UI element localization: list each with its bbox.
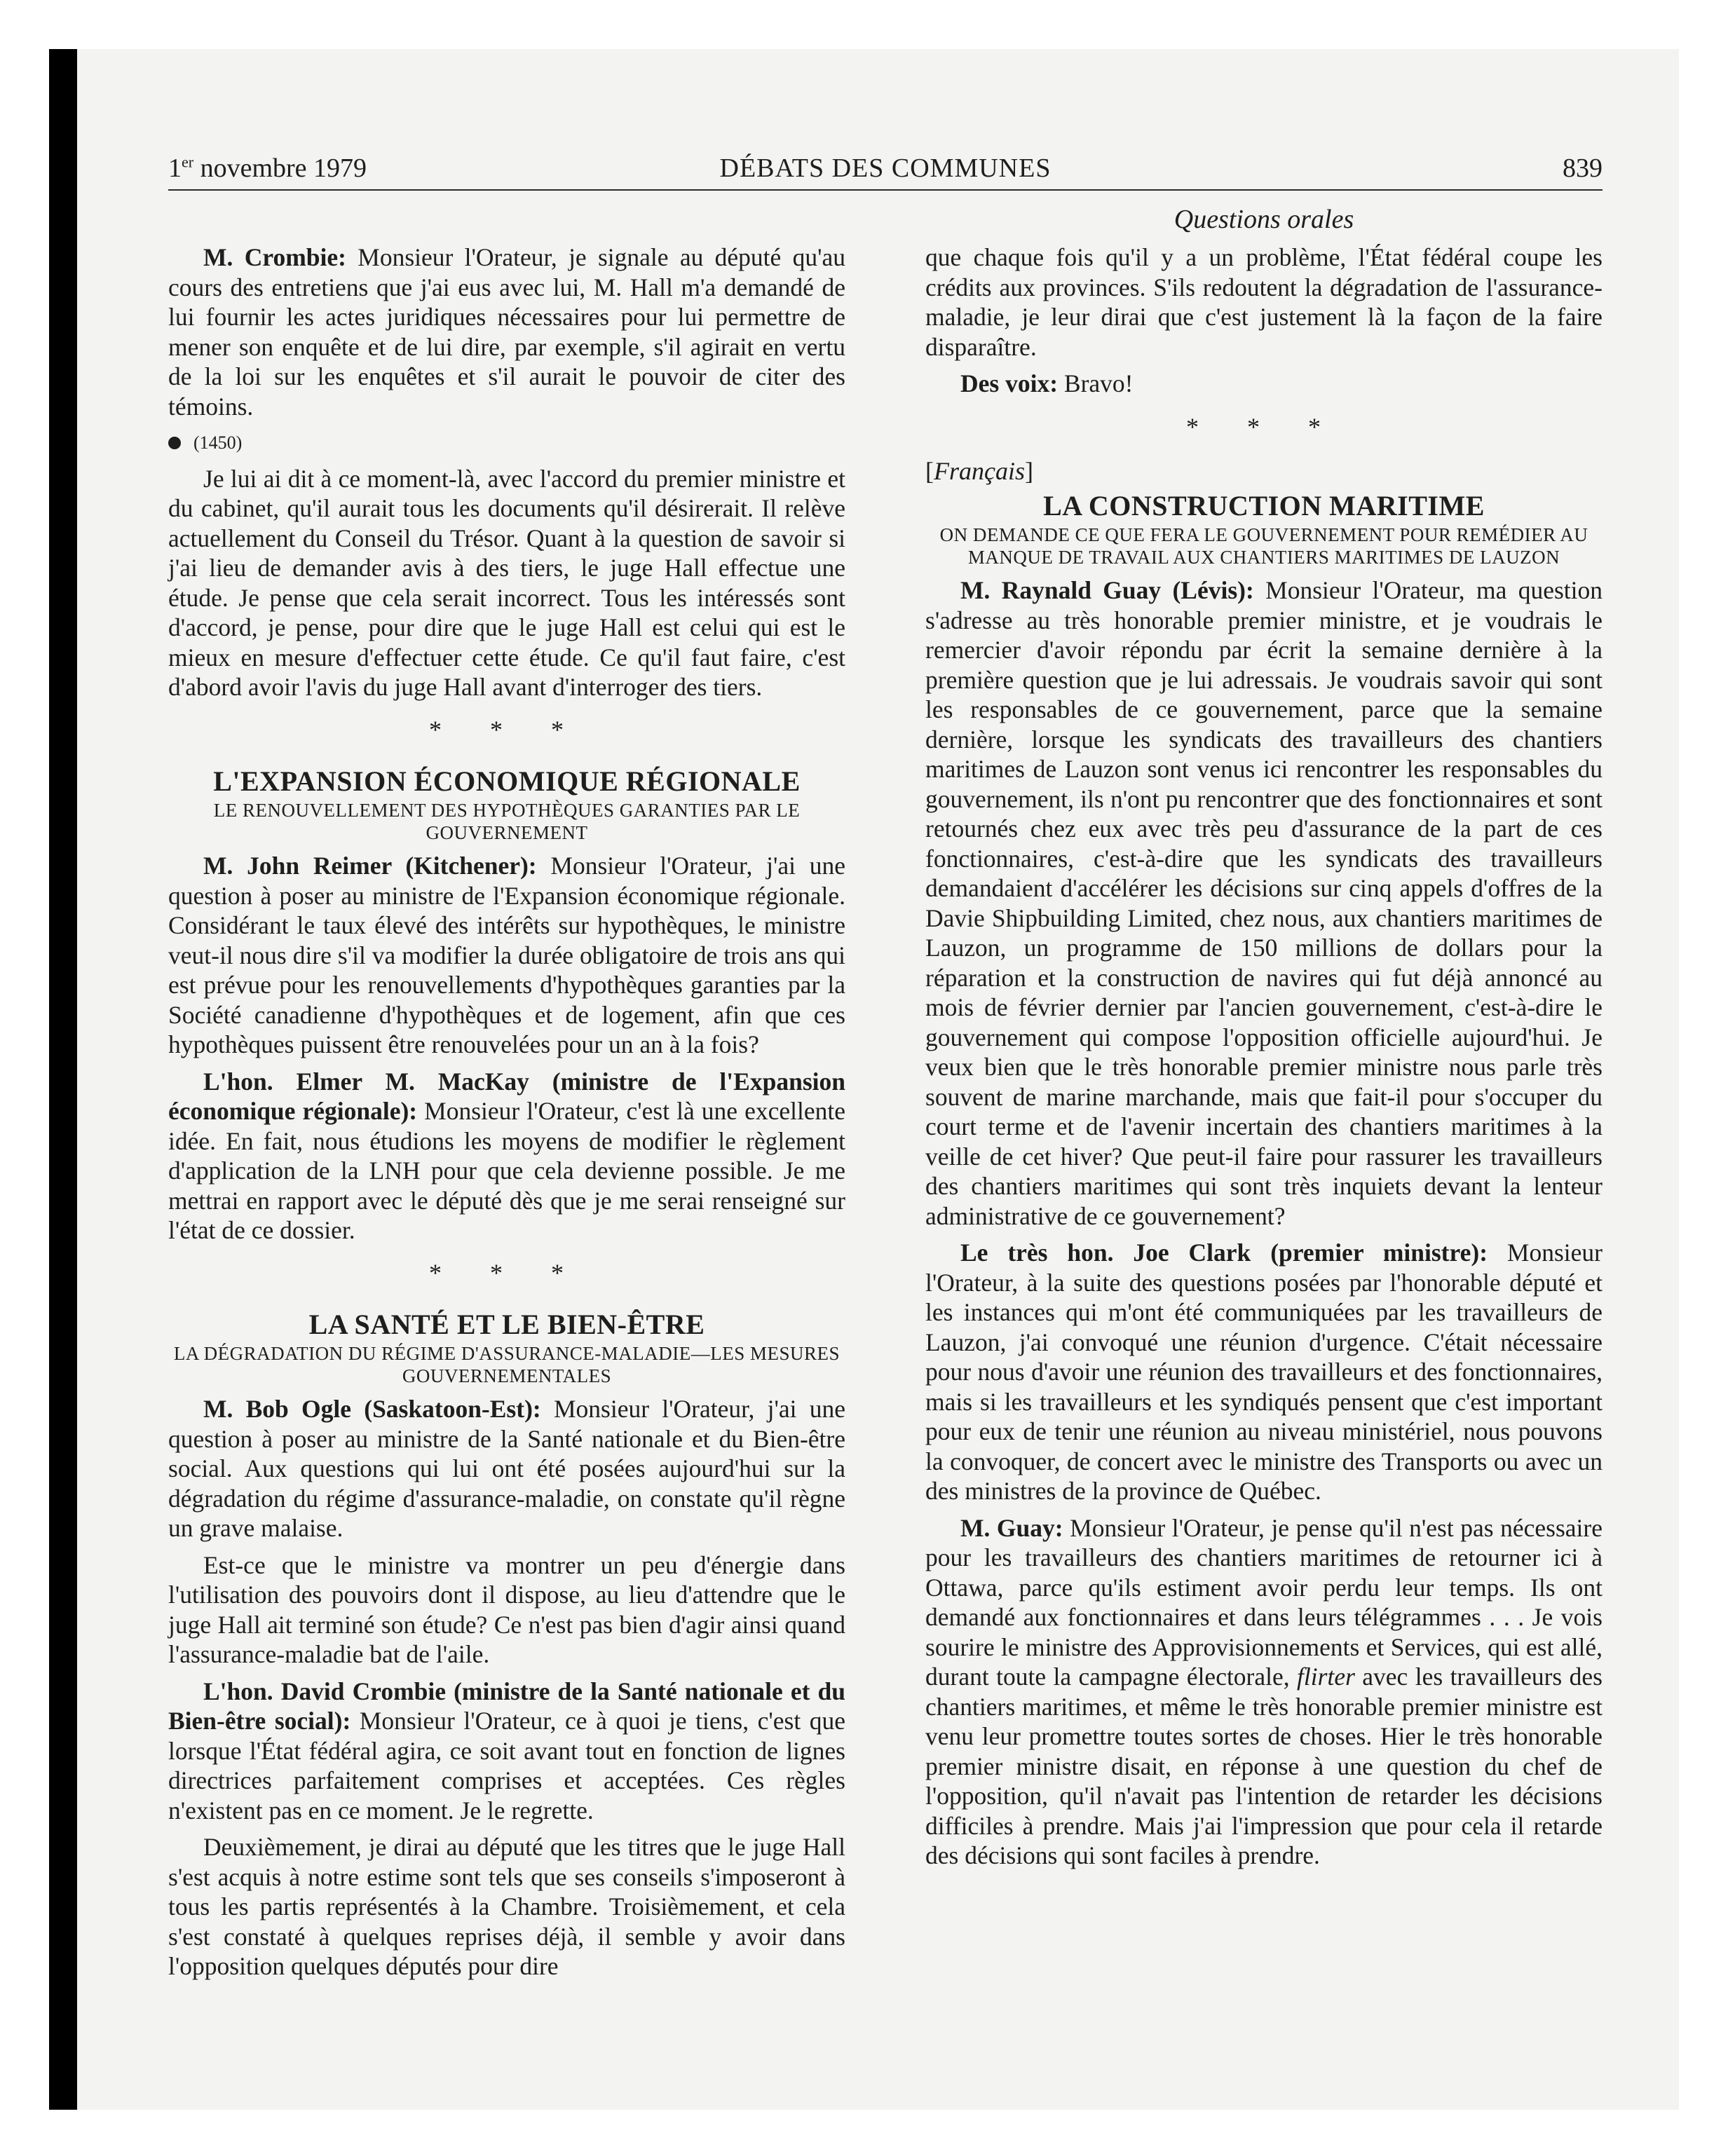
paragraph: que chaque fois qu'il y a un problème, l'État fédéral coupe les crédits aux provinces. S'ils redoutent la dégradation de l'assurance-maladie, je leur dirai que c'est justement là la façon de la faire disparaître. (925, 243, 1603, 361)
running-head: Questions orales (1173, 205, 1354, 234)
left-column (168, 243, 845, 1988)
paragraph: Je lui ai dit à ce moment-là, avec l'accord du premier ministre et du cabinet, qu'il aurait tous les documents qu'il désirerait. Il relève actuellement du Conseil du Trésor. Quant à la question de savoir si j'ai lieu de demander avis à des tiers, le juge Hall effectue une étude. Je pense que cela serait incorrect. Tous les intéressés sont d'accord, je pense, pour dire que le juge Hall est celui qui est le mieux en mesure d'effectuer cette étude. Ce qu'il faut faire, c'est d'abord avoir l'avis du juge Hall avant d'interroger des tiers. (168, 464, 845, 701)
speaker-name: L'hon. David Crombie (ministre de la Santé nationale et du Bien-être social): (168, 1677, 845, 1735)
scan-border-edge (49, 49, 77, 2110)
speaker-name: M. Raynald Guay (Lévis): (960, 576, 1254, 604)
speaker-name: M. Guay: (960, 1513, 1063, 1542)
section-subheading: ON DEMANDE CE QUE FERA LE GOUVERNEMENT POUR REMÉDIER AU MANQUE DE TRAVAIL AUX CHANTIERS MARITIMES DE LAUZON (939, 524, 1588, 568)
paragraph: L'hon. Elmer M. MacKay (ministre de l'Expansion économique régionale): Monsieur l'Orateur, c'est là une excellente idée. En fait, nous étudions les moyens de modifier le règlement d'application de la LNH pour que cela devienne possible. Je me mettrai en rapport avec le député dès que je me serai renseigné sur l'état de ce dossier. (168, 1067, 845, 1244)
time-mark: (1450) (168, 428, 845, 458)
paragraph: M. Raynald Guay (Lévis): Monsieur l'Orateur, ma question s'adresse au très honorable premier ministre, et je voudrais le remercier d'avoir répondu par écrit la semaine dernière à la première question que je lui adressais. Je voudrais savoir qui sont les responsables de ce gouvernement, parce que la semaine dernière, lorsque les syndicats des travailleurs des chantiers maritimes de Lauzon sont venus ici rencontrer les responsables du gouvernement, ils n'ont pu rencontrer que des fonctionnaires et sont retournés chez eux avec très peu d'assurance de la part de ces fonctionnaires, c'est-à-dire que les syndicats des travailleurs demandaient d'accélérer les décisions sur cinq appels d'offres de la Davie Shipbuilding Limited, chez nous, aux chantiers maritimes de Lauzon, un programme de 150 millions de dollars pour la réparation et la construction de navires qui fut déjà annoncé au mois de février dernier par l'ancien gouvernement, c'est-à-dire le gouvernement qui compose l'opposition officielle aujourd'hui. Je veux bien que le très honorable premier ministre nous parle très souvent de marine marchande, mais que fait-il pour s'occuper du court terme et de l'avenir incertain des chantiers maritimes à la veille de cet hiver? Que peut-il faire pour rassurer les travailleurs des chantiers maritimes qui sont très inquiets devant la lenteur administrative de ce gouvernement? (925, 576, 1603, 1230)
paragraph: Des voix: Bravo! (960, 369, 1134, 397)
page-header (168, 147, 1603, 191)
header-page-number: 839 (1563, 153, 1603, 183)
section-subheading: LA DÉGRADATION DU RÉGIME D'ASSURANCE-MALADIE—LES MESURES GOUVERNEMENTALES (173, 1343, 841, 1386)
paragraph: M. John Reimer (Kitchener): Monsieur l'Orateur, j'ai une question à poser au ministre de l'Expansion économique régionale. Considérant le taux élevé des intérêts sur hypothèques, le ministre veut-il nous dire s'il va modifier la durée obligatoire de trois ans qui est prévue pour les renouvellements d'hypothèques garanties par la Société canadienne d'hypothèques et de logement, afin que ces hypothèques puissent être renouvelées pour un an à la fois? (168, 852, 845, 1058)
paragraph: M. Crombie: Monsieur l'Orateur, je signale au député qu'au cours des entretiens que j'ai eus avec lui, M. Hall m'a demandé de lui fournir les actes juridiques nécessaires pour lui permettre de mener son enquête et de lui dire, par exemple, s'il agirait en vertu de la loi sur les enquêtes et s'il aurait le pouvoir de citer des témoins. (168, 243, 846, 421)
language-marker: [Français] (925, 456, 1033, 485)
speaker-name: L'hon. Elmer M. MacKay (ministre de l'Expansion économique régionale): (168, 1067, 845, 1125)
section-heading: LA SANTÉ ET LE BIEN-ÊTRE (308, 1309, 705, 1340)
section-heading: L'EXPANSION ÉCONOMIQUE RÉGIONALE (213, 765, 801, 797)
header-title: DÉBATS DES COMMUNES (719, 153, 1052, 183)
right-column (925, 243, 1603, 1878)
section-heading: LA CONSTRUCTION MARITIME (1043, 490, 1485, 521)
speaker-name: M. Bob Ogle (Saskatoon-Est): (203, 1395, 541, 1423)
speaker-name: Le très hon. Joe Clark (premier ministre): (960, 1239, 1488, 1267)
speaker-name: M. John Reimer (Kitchener): (203, 852, 537, 880)
section-separator: * * * (1186, 413, 1342, 442)
section-separator: * * * (429, 715, 585, 744)
paragraph: L'hon. David Crombie (ministre de la Santé nationale et du Bien-être social): Monsieur l'Orateur, ce à quoi je tiens, c'est que lorsque l'État fédéral agira, ce soit avant tout en fonction de lignes directrices parfaitement comprises et acceptées. Ces règles n'existent pas en ce moment. Je le regrette. (168, 1677, 845, 1824)
paragraph: M. Guay: Monsieur l'Orateur, je pense qu'il n'est pas nécessaire pour les travailleurs des chantiers maritimes de retourner ici à Ottawa, parce qu'ils estiment avoir perdu leur temps. Ils ont demandé aux fonctionnaires et dans leurs télégrammes . . . Je vois sourire le ministre des Approvisionnements et Services, qui est allé, durant toute la campagne électorale, flirter avec les travailleurs des chantiers maritimes, et même le très honorable premier ministre est venu leur promettre toutes sortes de choses. Hier le très honorable premier ministre disait, en réponse à une question du chef de l'opposition, qu'il n'avait pas l'intention de retarder les décisions difficiles à prendre. Mais j'ai l'impression que pour cela il retarde des décisions qui sont faciles à prendre. (925, 1513, 1603, 1869)
paragraph: M. Bob Ogle (Saskatoon-Est): Monsieur l'Orateur, j'ai une question à poser au ministre de la Santé nationale et du Bien-être social. Aux questions qui lui ont été posées aujourd'hui sur la dégradation du régime d'assurance-maladie, on constate qu'il règne un grave malaise. (168, 1395, 845, 1542)
page (168, 147, 1603, 2082)
speaker-name: M. Crombie: (203, 243, 346, 271)
paragraph: Deuxièmement, je dirai au député que les titres que le juge Hall s'est acquis à notre estime sont tels que ses conseils s'imposeront à tous les partis représentés à la Chambre. Troisièmement, et cela s'est constaté à quelques reprises déjà, il semble y avoir dans l'opposition quelques députés pour dire (168, 1833, 845, 1980)
paragraph: Est-ce que le ministre va montrer un peu d'énergie dans l'utilisation des pouvoirs dont il dispose, au lieu d'attendre que le juge Hall ait terminé son étude? Ce n'est pas bien d'agir ainsi quand l'assurance-maladie bat de l'aile. (168, 1550, 845, 1668)
section-separator: * * * (429, 1258, 585, 1287)
speaker-name: Des voix: (960, 369, 1059, 397)
bullet-icon (168, 437, 181, 449)
paragraph: Le très hon. Joe Clark (premier ministre): Monsieur l'Orateur, à la suite des questions posées par l'honorable député et les instances qui m'ont été communiquées par les travailleurs de Lauzon, j'ai convoqué une réunion d'urgence. C'était nécessaire pour nous d'avoir une réunion des travailleurs et des fonctionnaires, mais si les travailleurs et les syndiqués pensent que c'est important pour eux de tenir une réunion au niveau ministériel, nous pouvons la convoquer, de concert avec le ministre des Transports ou avec un des ministres de la province de Québec. (925, 1239, 1603, 1505)
section-subheading: LE RENOUVELLEMENT DES HYPOTHÈQUES GARANTIES PAR LE GOUVERNEMENT (213, 800, 801, 843)
header-date: 1er novembre 1979 (168, 153, 367, 183)
